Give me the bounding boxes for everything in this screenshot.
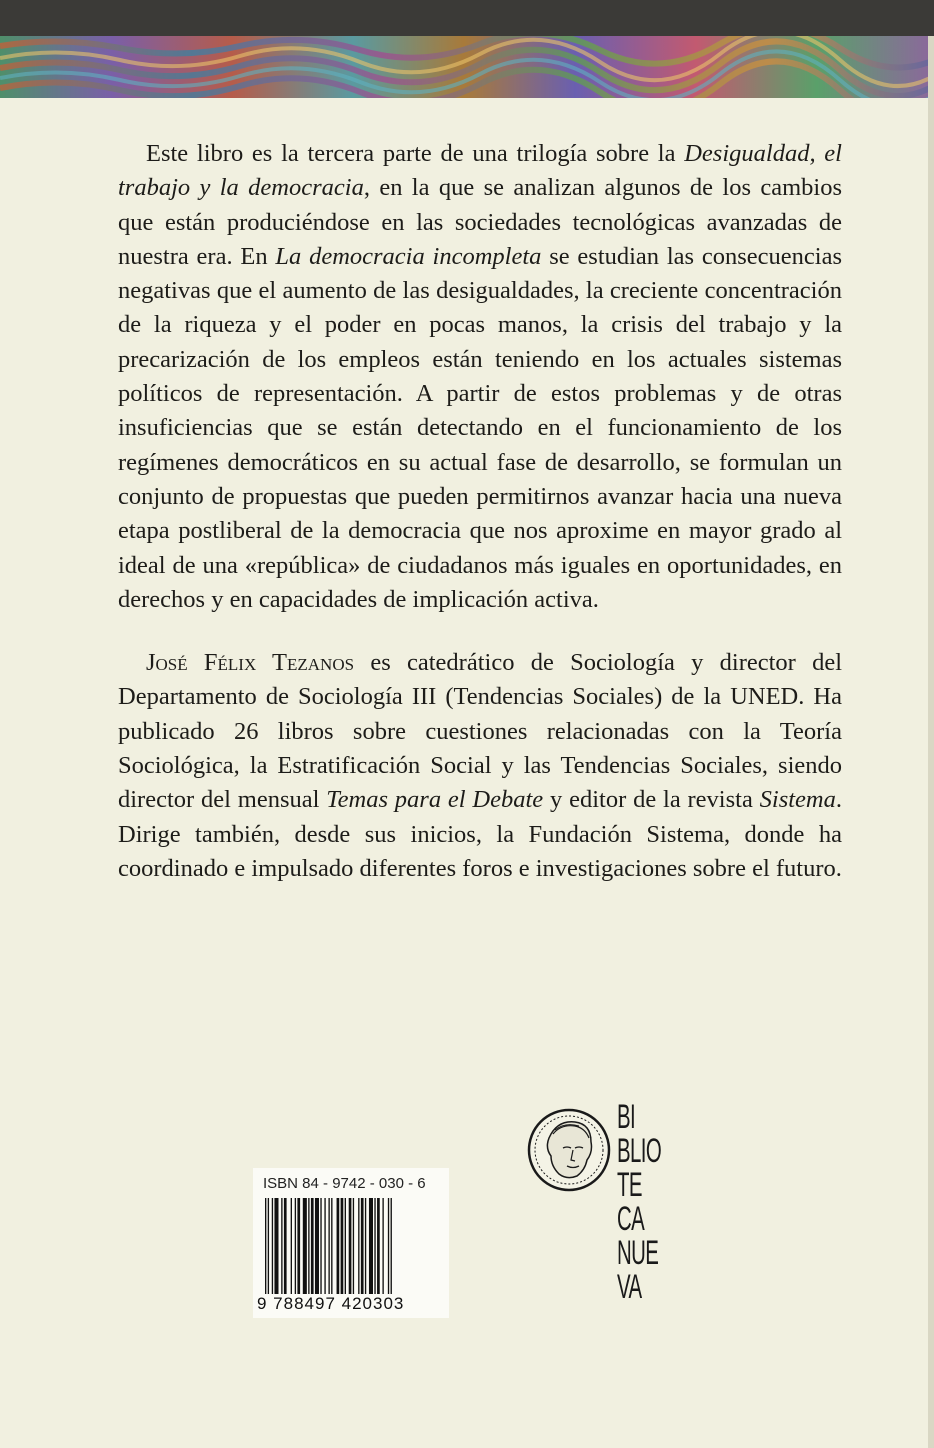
trilogy-title: Desigualdad, el trabajo y la democracia	[118, 140, 842, 202]
logo-letter-line: BI	[617, 1098, 636, 1136]
barcode-bar	[337, 1198, 340, 1294]
barcode-bar	[295, 1198, 296, 1294]
barcode-bar	[324, 1198, 325, 1294]
barcode-bar	[328, 1198, 329, 1294]
barcode-bar	[284, 1198, 287, 1294]
barcode-bar	[311, 1198, 314, 1294]
isbn-barcode	[253, 1168, 449, 1318]
publisher-logo	[527, 1100, 691, 1330]
summary-text-1: Este libro es la tercera parte de una trilogía sobre la	[146, 140, 685, 167]
barcode-bar	[274, 1198, 278, 1294]
barcode-bar	[297, 1198, 300, 1294]
top-dark-band	[0, 0, 934, 36]
barcode-bar	[377, 1198, 380, 1294]
bio-text-2: y editor de la revista	[543, 786, 760, 814]
summary-text-2: , en la que se analizan algunos de los cambios que están produciéndose en las sociedades tecnológicas avanzadas de nuestra era. En	[118, 174, 842, 270]
bio-text-3: . Dirige también, desde sus inicios, la Fundación Sistema, donde ha coordinado e impulsado diferentes foros e investigaciones sobre el futuro.	[118, 786, 842, 882]
barcode-bar	[265, 1198, 266, 1294]
barcode-bar	[365, 1198, 366, 1294]
barcode-bar	[353, 1198, 354, 1294]
barcode-bar	[388, 1198, 389, 1294]
barcode-bar	[331, 1198, 332, 1294]
author-name: José Félix Tezanos	[146, 649, 355, 677]
summary-paragraph	[118, 137, 842, 617]
barcode-bar	[361, 1198, 364, 1294]
barcode-bar	[349, 1198, 352, 1294]
author-bio-paragraph	[118, 646, 842, 886]
barcode-bar	[369, 1198, 373, 1294]
barcode-bar	[382, 1198, 383, 1294]
journal-title: Sistema	[759, 786, 836, 814]
barcode-bar	[308, 1198, 309, 1294]
barcode-digits: 9 788497 420303	[257, 1294, 405, 1313]
barcode-bar	[358, 1198, 359, 1294]
bio-text-1: es catedrático de Sociología y director del Departamento de Sociología III (Tendencias Sociales) de la UNED. Ha publicado 26 libros sobre cuestiones relacionadas con la Teoría Sociológica, la Estratificación Social y las Tendencias Sociales, siendo director del mensual	[118, 649, 843, 814]
logo-letter-line: BLIO	[617, 1132, 662, 1170]
biblioteca-nueva-wordmark	[617, 1098, 662, 1306]
logo-letter-line: VA	[617, 1268, 642, 1306]
logo-letter-line: NUE	[617, 1234, 659, 1272]
barcode-bar	[281, 1198, 282, 1294]
barcode-bar	[268, 1198, 269, 1294]
decorative-rainbow-stripe	[0, 36, 928, 98]
barcode-bar	[374, 1198, 375, 1294]
blurb-text	[118, 137, 842, 886]
barcode-bar	[320, 1198, 321, 1294]
logo-letter-line: TE	[617, 1166, 642, 1204]
summary-text-3: se estudian las consecuencias negativas que el aumento de las desigualdades, la creciente concentración de la riqueza y el poder en pocas manos, la crisis del trabajo y la precarización de los empleos están teniendo en los actuales sistemas políticos de representación. A partir de estos problemas y de otras insuficiencias que se están detectando en el funcionamiento de los regímenes democráticos en su actual fase de desarrollo, se formulan un conjunto de propuestas que pueden permitirnos avanzar hacia una nueva etapa postliberal de la democracia que nos aproxime en mayor grado al ideal de una «república» de ciudadanos más iguales en oportunidades, en derechos y en capacidades de implicación activa.	[118, 242, 842, 613]
magazine-title: Temas para el Debate	[326, 786, 544, 814]
classical-head-seal-icon	[527, 1108, 611, 1192]
barcode-bar	[303, 1198, 307, 1294]
isbn-label: ISBN 84 - 9742 - 030 - 6	[263, 1175, 426, 1192]
barcode-bars	[265, 1198, 441, 1294]
book-title: La democracia incompleta	[275, 242, 542, 270]
barcode-bar	[272, 1198, 273, 1294]
barcode-bar	[391, 1198, 392, 1294]
barcode-bar	[291, 1198, 292, 1294]
logo-letter-line: CA	[617, 1200, 645, 1238]
barcode-bar	[341, 1198, 344, 1294]
barcode-bar	[345, 1198, 346, 1294]
barcode-bar	[315, 1198, 319, 1294]
